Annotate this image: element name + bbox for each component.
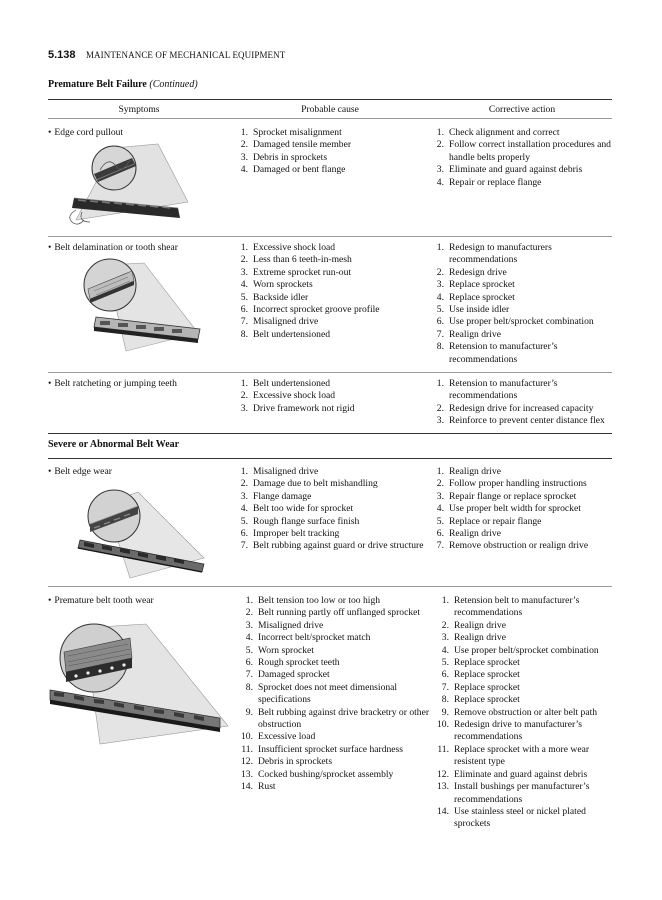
list-item-text: Belt undertensioned: [253, 328, 330, 340]
list-item-number: 4.: [240, 164, 248, 176]
column-header-probable-cause: Probable cause: [301, 104, 359, 115]
list-item-text: Excessive load: [258, 731, 316, 743]
column-header-rule: [48, 118, 612, 119]
list-item: [434, 645, 614, 657]
row-divider: [48, 372, 612, 373]
list-item: [238, 478, 434, 490]
list-item-text: Eliminate and guard against debris: [449, 164, 583, 176]
list-item-text: Sprocket misalignment: [253, 127, 342, 138]
list-item: [434, 516, 614, 528]
list-item-text: Redesign drive to manufacturer’s recommendations: [454, 719, 582, 743]
list-item: [238, 731, 434, 743]
list-item: [238, 127, 434, 139]
list-item-text: Rust: [258, 781, 276, 793]
list-item-number: 1.: [436, 378, 444, 389]
list-item: [434, 177, 614, 189]
list-item: [238, 540, 434, 552]
list-item-number: 1.: [436, 466, 444, 477]
list-item-text: Remove obstruction or alter belt path: [454, 706, 598, 718]
bullet-icon: •: [48, 595, 52, 606]
list-item-number: 5.: [245, 644, 253, 656]
list-item-text: Realign drive: [454, 619, 506, 631]
list-item-number: 2.: [240, 254, 248, 266]
cause-list: [238, 595, 434, 794]
list-item: [238, 491, 434, 503]
list-item-text: Use proper belt/sprocket combination: [454, 644, 599, 656]
list-item: [434, 267, 614, 279]
list-item-text: Incorrect sprocket groove profile: [253, 304, 380, 316]
symptom-text: Belt edge wear: [54, 466, 112, 477]
belt-tooth-wear-illustration: [44, 618, 232, 748]
list-item-text: Belt rubbing against drive bracketry or other obstruction: [258, 706, 430, 731]
list-item-number: 2.: [436, 139, 444, 151]
list-item-number: 5.: [240, 515, 248, 527]
list-item-number: 7.: [240, 540, 248, 552]
list-item-number: 7.: [240, 316, 248, 328]
list-item-text: Follow correct installation procedures and handle belts properly: [449, 139, 611, 163]
list-item-number: 5.: [436, 515, 444, 527]
table-title-continued: (Continued): [149, 79, 198, 90]
action-list: [434, 242, 614, 366]
list-item: [434, 769, 614, 781]
list-item-text: Replace or repair flange: [449, 515, 542, 527]
list-item-number: 1.: [441, 595, 449, 606]
list-item: [238, 657, 434, 669]
list-item: [238, 769, 434, 781]
list-item: [434, 620, 614, 632]
list-item-text: Flange damage: [253, 490, 312, 502]
list-item-text: Realign drive: [454, 632, 506, 644]
list-item: [238, 607, 434, 619]
table-title-text: Premature Belt Failure: [48, 79, 147, 90]
bullet-icon: •: [48, 378, 52, 389]
list-item: [434, 744, 614, 769]
list-item-text: Repair flange or replace sprocket: [449, 490, 577, 502]
list-item-text: Belt too wide for sprocket: [253, 503, 354, 515]
list-item-text: Retension to manufacturer’s recommendations: [449, 341, 558, 365]
list-item: [238, 152, 434, 164]
list-item-text: Retension belt to manufacturer’s recommendations: [454, 595, 580, 619]
list-item-text: Use inside idler: [449, 304, 510, 316]
list-item-number: 5.: [441, 657, 449, 669]
list-item-number: 3.: [436, 279, 444, 291]
list-item-text: Retension to manufacturer’s recommendations: [449, 378, 558, 402]
list-item: [238, 503, 434, 515]
list-item-text: Use proper belt width for sprocket: [449, 503, 581, 515]
list-item: [238, 620, 434, 632]
list-item-text: Insufficient sprocket surface hardness: [258, 743, 404, 755]
list-item-number: 3.: [245, 619, 253, 631]
list-item: [238, 516, 434, 528]
list-item: [434, 139, 614, 164]
list-item-number: 6.: [245, 657, 253, 669]
list-item-number: 2.: [240, 478, 248, 490]
list-item-number: 3.: [436, 415, 444, 427]
list-item: [434, 540, 614, 552]
list-item-number: 6.: [436, 528, 444, 540]
list-item: [238, 632, 434, 644]
list-item: [238, 279, 434, 291]
list-item-number: 10.: [241, 731, 253, 743]
list-item-text: Belt tension too low or too high: [258, 595, 381, 606]
list-item-text: Belt running partly off unflanged sprocket: [258, 607, 421, 619]
list-item: [238, 466, 434, 478]
list-item-number: 8.: [240, 328, 248, 340]
list-item: [434, 528, 614, 540]
table-title: [48, 79, 198, 91]
list-item: [238, 254, 434, 266]
list-item-text: Excessive shock load: [253, 390, 336, 402]
list-item-number: 4.: [436, 503, 444, 515]
list-item: [434, 127, 614, 139]
action-list: [434, 378, 614, 428]
list-item: [434, 466, 614, 478]
list-item-number: 3.: [240, 266, 248, 278]
action-list: [434, 127, 614, 189]
list-item-text: Sprocket does not meet dimensional specifications: [258, 681, 398, 706]
list-item-number: 14.: [437, 805, 449, 817]
list-item: [434, 669, 614, 681]
list-item-text: Belt undertensioned: [253, 378, 330, 389]
symptom-cell: [48, 127, 230, 139]
list-item-text: Debris in sprockets: [253, 151, 328, 163]
list-item-text: Replace sprocket: [449, 279, 515, 291]
list-item-number: 8.: [245, 681, 253, 693]
list-item-number: 2.: [436, 266, 444, 278]
list-item: [238, 304, 434, 316]
list-item-number: 3.: [240, 402, 248, 414]
list-item-number: 13.: [437, 781, 449, 793]
list-item-text: Misaligned drive: [253, 466, 319, 477]
section-title: Severe or Abnormal Belt Wear: [48, 439, 180, 450]
list-item-number: 4.: [436, 176, 444, 188]
list-item: [434, 694, 614, 706]
list-item-number: 6.: [441, 669, 449, 681]
list-item: [238, 595, 434, 607]
list-item-text: Damaged tensile member: [253, 139, 352, 151]
list-item-number: 12.: [241, 756, 253, 768]
list-item: [434, 491, 614, 503]
list-item: [434, 657, 614, 669]
cause-list: [238, 466, 434, 553]
list-item-text: Excessive shock load: [253, 242, 336, 253]
list-item-text: Replace sprocket: [454, 694, 520, 706]
list-item: [238, 707, 434, 732]
row-divider: [48, 236, 612, 237]
list-item-number: 4.: [240, 279, 248, 291]
list-item-text: Redesign drive for increased capacity: [449, 402, 594, 414]
list-item-text: Damage due to belt mishandling: [253, 478, 378, 490]
list-item-number: 8.: [441, 694, 449, 706]
list-item-number: 3.: [240, 151, 248, 163]
list-item: [434, 415, 614, 427]
list-item-text: Eliminate and guard against debris: [454, 768, 588, 780]
list-item: [434, 632, 614, 644]
list-item-text: Replace sprocket: [454, 657, 520, 669]
list-item: [238, 267, 434, 279]
running-head: MAINTENANCE OF MECHANICAL EQUIPMENT: [85, 50, 286, 60]
list-item: [238, 329, 434, 341]
list-item-number: 11.: [437, 743, 449, 755]
symptom-text: Edge cord pullout: [54, 127, 124, 138]
list-item: [238, 403, 434, 415]
list-item-text: Install bushings per manufacturer’s recommendations: [454, 781, 590, 805]
list-item-text: Check alignment and correct: [449, 127, 560, 138]
list-item-number: 2.: [436, 402, 444, 414]
list-item-text: Drive framework not rigid: [253, 402, 355, 414]
belt-delamination-illustration: [66, 255, 206, 355]
list-item-text: Backside idler: [253, 291, 309, 303]
list-item: [434, 164, 614, 176]
symptom-text: Premature belt tooth wear: [54, 595, 154, 606]
symptom-cell: [48, 378, 230, 390]
list-item-number: 1.: [240, 466, 248, 477]
list-item-text: Debris in sprockets: [258, 756, 333, 768]
list-item: [434, 242, 614, 267]
list-item-text: Incorrect belt/sprocket match: [258, 632, 371, 644]
list-item-text: Realign drive: [449, 328, 501, 340]
list-item-text: Rough sprocket teeth: [258, 657, 340, 669]
list-item-number: 5.: [240, 291, 248, 303]
list-item-number: 4.: [436, 291, 444, 303]
list-item-number: 1.: [240, 378, 248, 389]
bullet-icon: •: [48, 127, 52, 138]
list-item-text: Remove obstruction or realign drive: [449, 540, 589, 552]
symptom-cell: [48, 466, 230, 478]
row-divider: [48, 586, 612, 587]
list-item-text: Cocked bushing/sprocket assembly: [258, 768, 394, 780]
list-item-text: Worn sprockets: [253, 279, 313, 291]
list-item-number: 9.: [245, 706, 253, 718]
list-item: [434, 781, 614, 806]
list-item-number: 10.: [437, 719, 449, 731]
list-item: [434, 316, 614, 328]
list-item: [434, 682, 614, 694]
list-item: [434, 719, 614, 744]
list-item: [238, 669, 434, 681]
section-title-rule: [48, 458, 612, 459]
list-item-number: 2.: [245, 607, 253, 619]
list-item-number: 11.: [241, 743, 253, 755]
list-item-number: 4.: [245, 632, 253, 644]
list-item-text: Improper belt tracking: [253, 528, 340, 540]
symptom-text: Belt delamination or tooth shear: [54, 242, 178, 253]
belt-edge-wear-illustration: [76, 484, 216, 582]
list-item-number: 3.: [240, 490, 248, 502]
page-header: [48, 49, 285, 62]
list-item-text: Use stainless steel or nickel plated sprockets: [454, 805, 586, 830]
list-item-text: Damaged sprocket: [258, 669, 330, 681]
list-item-text: Replace sprocket: [449, 291, 515, 303]
list-item-number: 2.: [240, 139, 248, 151]
symptom-text: Belt ratcheting or jumping teeth: [54, 378, 177, 389]
list-item: [238, 781, 434, 793]
symptom-cell: [48, 595, 230, 607]
list-item: [434, 378, 614, 403]
list-item-text: Worn sprocket: [258, 644, 314, 656]
list-item-number: 1.: [436, 127, 444, 138]
list-item: [434, 595, 614, 620]
list-item-number: 5.: [436, 304, 444, 316]
list-item-text: Repair or replace flange: [449, 176, 542, 188]
list-item: [238, 645, 434, 657]
list-item: [238, 139, 434, 151]
list-item: [434, 707, 614, 719]
bullet-icon: •: [48, 242, 52, 253]
column-header-symptoms: Symptoms: [118, 104, 160, 115]
list-item-text: Use proper belt/sprocket combination: [449, 316, 594, 328]
list-item-text: Reinforce to prevent center distance flex: [449, 415, 605, 427]
list-item-number: 3.: [441, 632, 449, 644]
list-item-text: Belt rubbing against guard or drive structure: [253, 540, 424, 552]
list-item-text: Misaligned drive: [258, 619, 324, 631]
action-list: [434, 595, 614, 831]
action-list: [434, 466, 614, 553]
list-item-number: 8.: [436, 341, 444, 353]
list-item-number: 2.: [441, 619, 449, 631]
list-item-number: 7.: [436, 540, 444, 552]
list-item: [434, 341, 614, 366]
list-item-number: 1.: [240, 127, 248, 138]
list-item-number: 7.: [436, 328, 444, 340]
list-item: [238, 756, 434, 768]
list-item-text: Less than 6 teeth-in-mesh: [253, 254, 352, 266]
list-item: [238, 528, 434, 540]
list-item: [238, 292, 434, 304]
cause-list: [238, 378, 434, 415]
list-item-text: Realign drive: [449, 528, 501, 540]
belt-edge-cord-pullout-illustration: [56, 140, 196, 230]
list-item-number: 2.: [436, 478, 444, 490]
list-item-text: Extreme sprocket run-out: [253, 266, 352, 278]
list-item-text: Replace sprocket: [454, 669, 520, 681]
list-item: [238, 316, 434, 328]
list-item-number: 2.: [240, 390, 248, 402]
cause-list: [238, 127, 434, 177]
list-item: [238, 164, 434, 176]
section-divider: [48, 433, 612, 434]
list-item-number: 6.: [240, 528, 248, 540]
list-item: [434, 292, 614, 304]
list-item: [434, 279, 614, 291]
list-item-number: 3.: [436, 164, 444, 176]
list-item-number: 12.: [437, 768, 449, 780]
list-item-number: 14.: [241, 781, 253, 793]
list-item-number: 6.: [436, 316, 444, 328]
list-item-text: Follow proper handling instructions: [449, 478, 587, 490]
list-item-number: 4.: [240, 503, 248, 515]
list-item-number: 1.: [436, 242, 444, 253]
table-top-rule: [48, 99, 612, 100]
list-item-number: 1.: [240, 242, 248, 253]
list-item: [434, 329, 614, 341]
list-item-number: 13.: [241, 768, 253, 780]
list-item-number: 7.: [245, 669, 253, 681]
list-item: [238, 242, 434, 254]
list-item-text: Replace sprocket with a more wear resistent type: [454, 743, 590, 768]
column-header-corrective-action: Corrective action: [488, 104, 556, 115]
list-item-text: Redesign to manufacturers recommendations: [449, 242, 552, 266]
list-item-text: Realign drive: [449, 466, 501, 477]
list-item: [238, 744, 434, 756]
list-item-number: 1.: [245, 595, 253, 606]
list-item: [238, 390, 434, 402]
list-item: [434, 304, 614, 316]
list-item: [434, 806, 614, 831]
list-item: [434, 478, 614, 490]
list-item-number: 3.: [436, 490, 444, 502]
list-item: [434, 503, 614, 515]
symptom-cell: [48, 242, 230, 254]
list-item-text: Redesign drive: [449, 266, 507, 278]
list-item-text: Replace sprocket: [454, 681, 520, 693]
list-item-text: Damaged or bent flange: [253, 164, 346, 176]
list-item: [434, 403, 614, 415]
list-item: [238, 378, 434, 390]
list-item-number: 7.: [441, 681, 449, 693]
cause-list: [238, 242, 434, 341]
bullet-icon: •: [48, 466, 52, 477]
list-item-text: Rough flange surface finish: [253, 515, 360, 527]
list-item-number: 4.: [441, 644, 449, 656]
list-item-text: Misaligned drive: [253, 316, 319, 328]
page-number: 5.138: [48, 49, 76, 61]
list-item-number: 6.: [240, 304, 248, 316]
list-item: [238, 682, 434, 707]
list-item-number: 9.: [441, 706, 449, 718]
